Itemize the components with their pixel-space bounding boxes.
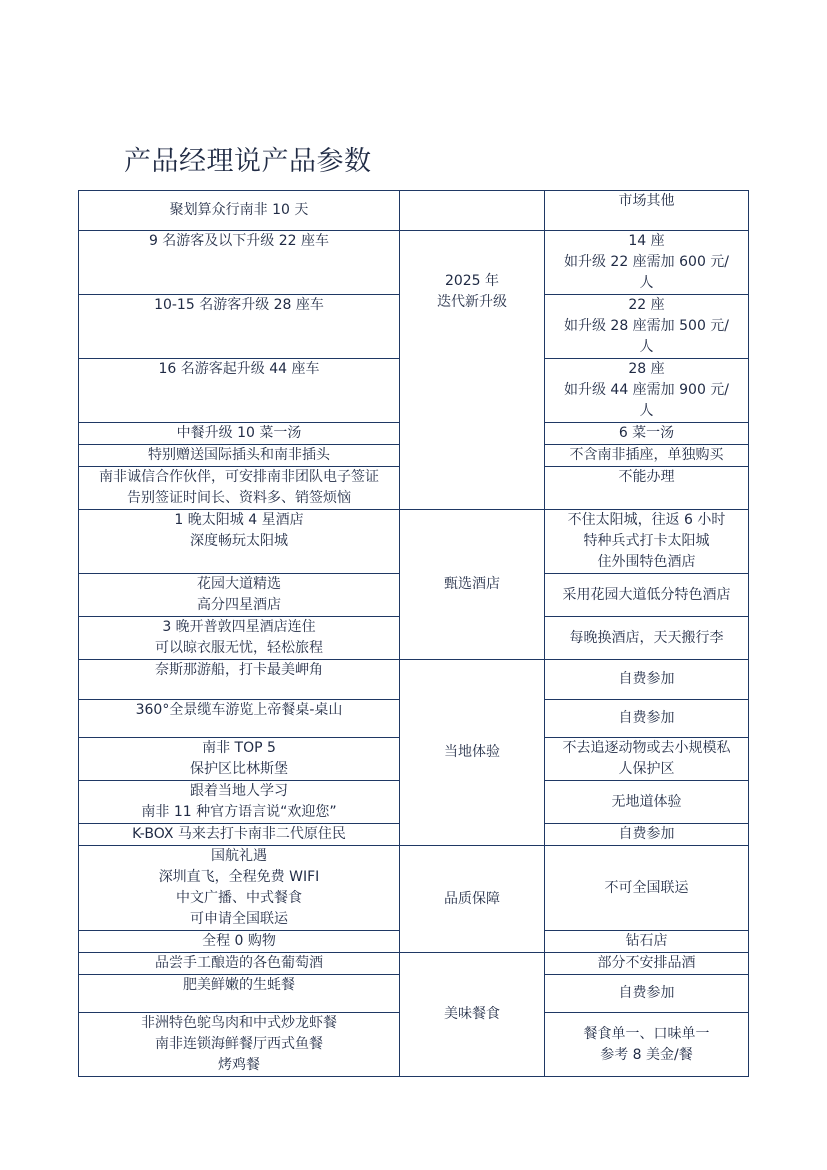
cell-text-line: 跟着当地人学习 bbox=[190, 783, 288, 799]
cell-text-line: 3 晚开普敦四星酒店连住 bbox=[162, 619, 316, 635]
cell-text-line: 自费参加 bbox=[618, 826, 675, 842]
cell-text-line: 不住太阳城，往返 6 小时 bbox=[567, 512, 726, 528]
our-feature-cell bbox=[79, 467, 400, 510]
cell-text-line: 全程 0 购物 bbox=[202, 933, 276, 949]
cell-text-line: 不能办理 bbox=[618, 469, 675, 485]
market-other-cell bbox=[545, 1013, 749, 1077]
table-row bbox=[79, 510, 749, 574]
our-feature-cell bbox=[79, 617, 400, 660]
our-feature-cell bbox=[79, 445, 400, 467]
our-feature-cell bbox=[79, 359, 400, 423]
cell-text-line: 中餐升级 10 菜一汤 bbox=[176, 425, 302, 441]
category-cell bbox=[400, 953, 545, 1077]
cell-text-line: 2025 年 bbox=[444, 273, 500, 289]
market-other-cell bbox=[545, 738, 749, 781]
cell-text-line: 特种兵式打卡太阳城 bbox=[583, 533, 710, 549]
cell-text-line: 当地体验 bbox=[444, 744, 500, 760]
cell-text-line: 可以晾衣服无忧，轻松旅程 bbox=[155, 640, 323, 656]
category-cell bbox=[400, 510, 545, 660]
cell-text-line: 肥美鲜嫩的生蚝餐 bbox=[183, 977, 295, 993]
cell-text-line: 深圳直飞，全程免费 WIFI bbox=[158, 869, 320, 885]
cell-text-line: 不去追逐动物或去小规模私 bbox=[562, 740, 731, 756]
market-other-cell bbox=[545, 824, 749, 846]
cell-text-line: 如升级 22 座需加 600 元/ bbox=[563, 254, 730, 270]
page-title: 产品经理说产品参数 bbox=[124, 146, 372, 177]
cell-text-line: 9 名游客及以下升级 22 座车 bbox=[148, 233, 330, 249]
cell-text-line: 品质保障 bbox=[444, 890, 500, 907]
table-row bbox=[79, 231, 749, 295]
our-feature-cell bbox=[79, 1013, 400, 1077]
cell-text-line: 采用花园大道低分特色酒店 bbox=[562, 586, 731, 603]
cell-text-line: 餐食单一、口味单一 bbox=[583, 1025, 710, 1042]
cell-text-line: 南非连锁海鲜餐厅西式鱼餐 bbox=[155, 1036, 323, 1052]
cell-text-line: 特别赠送国际插头和南非插头 bbox=[148, 447, 330, 463]
cell-text-line: 自费参加 bbox=[618, 710, 675, 726]
market-other-cell bbox=[545, 617, 749, 660]
cell-text-line: 可申请全国联运 bbox=[190, 911, 288, 927]
cell-text-line: 迭代新升级 bbox=[437, 294, 507, 310]
cell-text-line: 高分四星酒店 bbox=[197, 597, 281, 613]
cell-text-line: 人 bbox=[639, 275, 654, 291]
market-other-cell bbox=[545, 700, 749, 738]
market-other-cell bbox=[545, 574, 749, 617]
our-feature-cell bbox=[79, 510, 400, 574]
category-cell bbox=[400, 231, 545, 510]
cell-text-line: 28 座 bbox=[628, 361, 665, 377]
market-other-cell bbox=[545, 931, 749, 953]
cell-text-line: 美味餐食 bbox=[444, 1006, 500, 1022]
market-other-cell bbox=[545, 445, 749, 467]
market-other-cell bbox=[545, 295, 749, 359]
cell-text-line: 告别签证时间长、资料多、销签烦恼 bbox=[127, 490, 351, 506]
our-feature-cell bbox=[79, 700, 400, 738]
cell-text-line: 不可全国联运 bbox=[604, 879, 689, 896]
market-other-cell bbox=[545, 846, 749, 931]
header-row bbox=[79, 191, 749, 231]
cell-text-line: 人 bbox=[639, 339, 654, 355]
cell-text-line: 保护区比林斯堡 bbox=[190, 761, 288, 777]
header-middle-cell bbox=[400, 191, 545, 231]
market-other-cell bbox=[545, 231, 749, 295]
our-feature-cell bbox=[79, 953, 400, 975]
our-feature-cell bbox=[79, 231, 400, 295]
header-product-name: 聚划算众行南非 10 天 bbox=[79, 191, 400, 231]
cell-text-line: 品尝手工酿造的各色葡萄酒 bbox=[155, 955, 323, 971]
table-row bbox=[79, 660, 749, 700]
market-other-cell bbox=[545, 781, 749, 824]
market-other-cell bbox=[545, 953, 749, 975]
cell-text-line: 住外围特色酒店 bbox=[597, 554, 696, 570]
cell-text-line: 参考 8 美金/餐 bbox=[600, 1046, 693, 1063]
our-feature-cell bbox=[79, 824, 400, 846]
cell-text-line: 自费参加 bbox=[618, 985, 675, 1001]
cell-text-line: 6 菜一汤 bbox=[618, 425, 675, 441]
cell-text-line: 人 bbox=[639, 403, 654, 419]
cell-text-line: 钻石店 bbox=[625, 933, 668, 949]
cell-text-line: 非洲特色鸵鸟肉和中式炒龙虾餐 bbox=[141, 1015, 337, 1031]
our-feature-cell bbox=[79, 975, 400, 1013]
cell-text-line: 奈斯那游船，打卡最美岬角 bbox=[155, 662, 323, 678]
cell-text-line: 10-15 名游客升级 28 座车 bbox=[154, 297, 324, 313]
cell-text-line: 国航礼遇 bbox=[211, 848, 267, 864]
cell-text-line: 南非 11 种官方语言说“欢迎您” bbox=[141, 804, 337, 820]
cell-text-line: 无地道体验 bbox=[611, 793, 682, 810]
table-body bbox=[79, 191, 749, 1077]
market-other-cell bbox=[545, 660, 749, 700]
table-row bbox=[79, 846, 749, 931]
cell-text-line: 每晚换酒店，天天搬行李 bbox=[569, 629, 724, 646]
market-other-cell bbox=[545, 359, 749, 423]
cell-text-line: 人保护区 bbox=[618, 761, 675, 777]
cell-text-line: 不含南非插座，单独购买 bbox=[569, 447, 724, 463]
our-feature-cell bbox=[79, 846, 400, 931]
cell-text-line: 甄选酒店 bbox=[444, 576, 500, 592]
our-feature-cell bbox=[79, 423, 400, 445]
cell-text-line: 1 晚太阳城 4 星酒店 bbox=[174, 512, 304, 528]
header-market-other: 市场其他 bbox=[545, 191, 749, 231]
cell-text-line: 南非诚信合作伙伴，可安排南非团队电子签证 bbox=[99, 469, 379, 485]
cell-text-line: K-BOX 马来去打卡南非二代原住民 bbox=[132, 826, 346, 842]
cell-text-line: 16 名游客起升级 44 座车 bbox=[158, 361, 320, 377]
cell-text-line: 花园大道精选 bbox=[197, 576, 281, 592]
cell-text-line: 部分不安排品酒 bbox=[597, 955, 696, 971]
cell-text-line: 中文广播、中式餐食 bbox=[176, 890, 302, 906]
our-feature-cell bbox=[79, 660, 400, 700]
cell-text-line: 深度畅玩太阳城 bbox=[190, 533, 288, 549]
comparison-table bbox=[78, 190, 749, 1077]
our-feature-cell bbox=[79, 295, 400, 359]
our-feature-cell bbox=[79, 738, 400, 781]
cell-text-line: 14 座 bbox=[628, 233, 665, 249]
cell-text-line: 如升级 28 座需加 500 元/ bbox=[563, 318, 730, 334]
cell-text-line: 烤鸡餐 bbox=[218, 1057, 260, 1073]
cell-text-line: 南非 TOP 5 bbox=[202, 740, 276, 756]
our-feature-cell bbox=[79, 574, 400, 617]
cell-text-line: 22 座 bbox=[628, 297, 665, 313]
our-feature-cell bbox=[79, 931, 400, 953]
category-cell bbox=[400, 660, 545, 846]
table-row bbox=[79, 953, 749, 975]
market-other-cell bbox=[545, 467, 749, 510]
cell-text-line: 360°全景缆车游览上帝餐桌-桌山 bbox=[135, 702, 343, 718]
category-cell bbox=[400, 846, 545, 953]
market-other-cell bbox=[545, 510, 749, 574]
market-other-cell bbox=[545, 423, 749, 445]
our-feature-cell bbox=[79, 781, 400, 824]
cell-text-line: 如升级 44 座需加 900 元/ bbox=[563, 382, 730, 398]
cell-text-line: 自费参加 bbox=[618, 671, 675, 687]
market-other-cell bbox=[545, 975, 749, 1013]
